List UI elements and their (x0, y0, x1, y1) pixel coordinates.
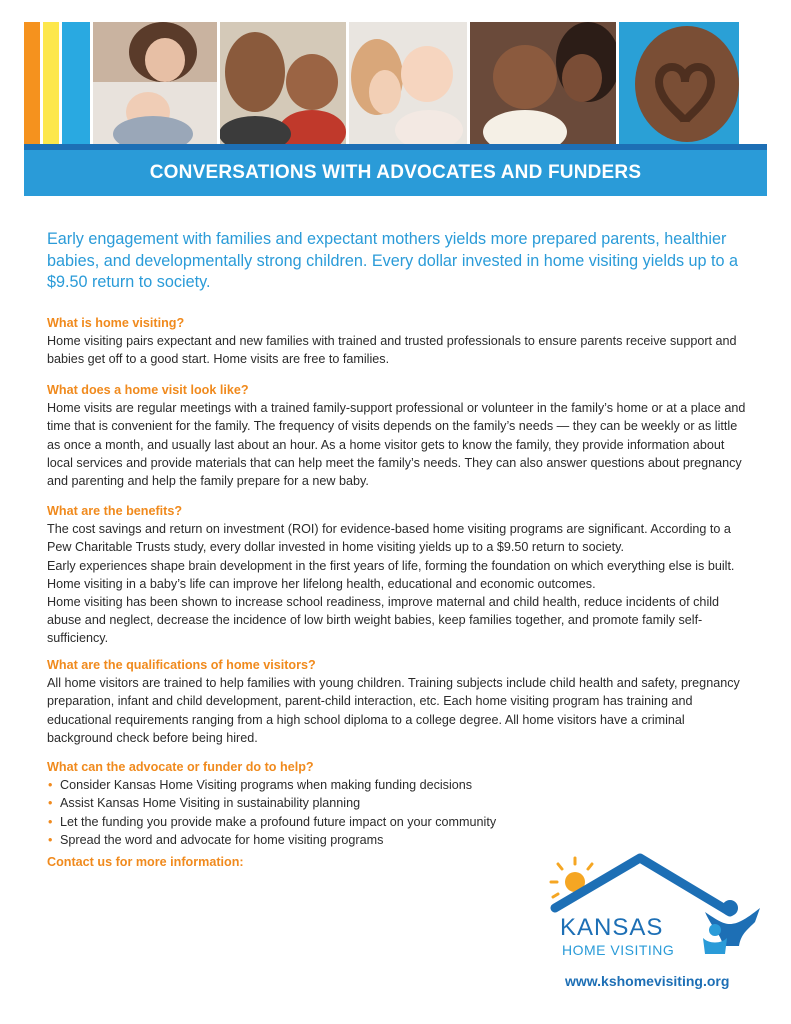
section-benefits (47, 502, 752, 648)
section-paragraph: The cost savings and return on investment (ROI) for evidence-based home visiting programs are significant. According to a Pew Charitable Trusts study, every dollar invested in home visiting yields up to a $9.50 return to society. (47, 522, 731, 555)
photo-banner (24, 22, 767, 144)
yellow-stripe (43, 22, 59, 144)
pregnant-belly-heart-hands-photo (619, 22, 739, 144)
mother-and-smiling-baby-photo (470, 22, 616, 144)
section-heading: What is home visiting? (47, 316, 185, 330)
blue-stripe (62, 22, 90, 144)
section-paragraph: Home visiting pairs expectant and new families with trained and trusted professionals to ensure parents receive support and babies get off to a good start. Home visits are free to families. (47, 334, 737, 367)
section-how-to-help (47, 758, 752, 849)
section-qualifications (47, 656, 752, 747)
logo-wordmark-kansas: KANSAS (560, 914, 664, 941)
section-what-is-home-visiting (47, 314, 752, 369)
orange-stripe (24, 22, 40, 144)
page-title: CONVERSATIONS WITH ADVOCATES AND FUNDERS (24, 150, 767, 196)
section-heading: What are the benefits? (47, 504, 183, 518)
section-heading: What are the qualifications of home visitors? (47, 658, 316, 672)
section-paragraph: All home visitors are trained to help families with young children. Training subjects include child health and safety, pregnancy preparation, infant and child development, parent-child interaction, etc. Each home visiting program has training and educational requirements ranging from a high school diploma to a college degree. All home visitors have a criminal background check before being hired. (47, 676, 740, 745)
list-item: • Consider Kansas Home Visiting programs when making funding decisions (47, 776, 752, 794)
logo-wordmark-home-visiting: HOME VISITING (562, 942, 675, 958)
section-paragraph: Home visiting has been shown to increase school readiness, improve maternal and child health, reduce incidents of child abuse and neglect, decrease the incidence of low birth weight babies, keep families together, and promote family self-sufficiency. (47, 595, 720, 646)
mother-and-baby-photo (93, 22, 217, 144)
list-item: • Spread the word and advocate for home visiting programs (47, 831, 752, 849)
section-paragraph: Home visits are regular meetings with a trained family-support professional or volunteer in the family’s home or at a place and time that is convenient for the family. The frequency of visits depends on the family’s needs — they can be weekly or as little as once a month, and usually last about an hour. As a home visitor gets to know the family, they provide information about local services and provide materials that can help meet the family’s needs. They can also answer questions about pregnancy and parenting and help the family prepare for a new baby. (47, 401, 746, 489)
intro-text: Early engagement with families and expectant mothers yields more prepared parents, healthier babies, and developmentally strong children. Every dollar invested in home visiting yields up to a $9.50 return to society. (47, 230, 739, 291)
help-list (47, 776, 752, 849)
section-heading: What can the advocate or funder do to help? (47, 760, 314, 774)
website-link[interactable]: www.kshomevisiting.org (565, 973, 730, 989)
list-item: • Assist Kansas Home Visiting in sustainability planning (47, 794, 752, 812)
section-paragraph: Early experiences shape brain development in the first years of life, forming the foundation on which everything else is built. Home visiting in a baby’s life can improve her lifelong health, educational and economic outcomes. (47, 558, 735, 591)
father-and-baby-photo (220, 22, 346, 144)
list-item: • Let the funding you provide make a profound future impact on your community (47, 813, 752, 831)
contact-heading: Contact us for more information: (47, 855, 244, 869)
section-what-does-a-visit-look-like (47, 381, 752, 490)
family-icon (703, 900, 760, 954)
mother-kissing-baby-photo (349, 22, 467, 144)
section-heading: What does a home visit look like? (47, 383, 249, 397)
